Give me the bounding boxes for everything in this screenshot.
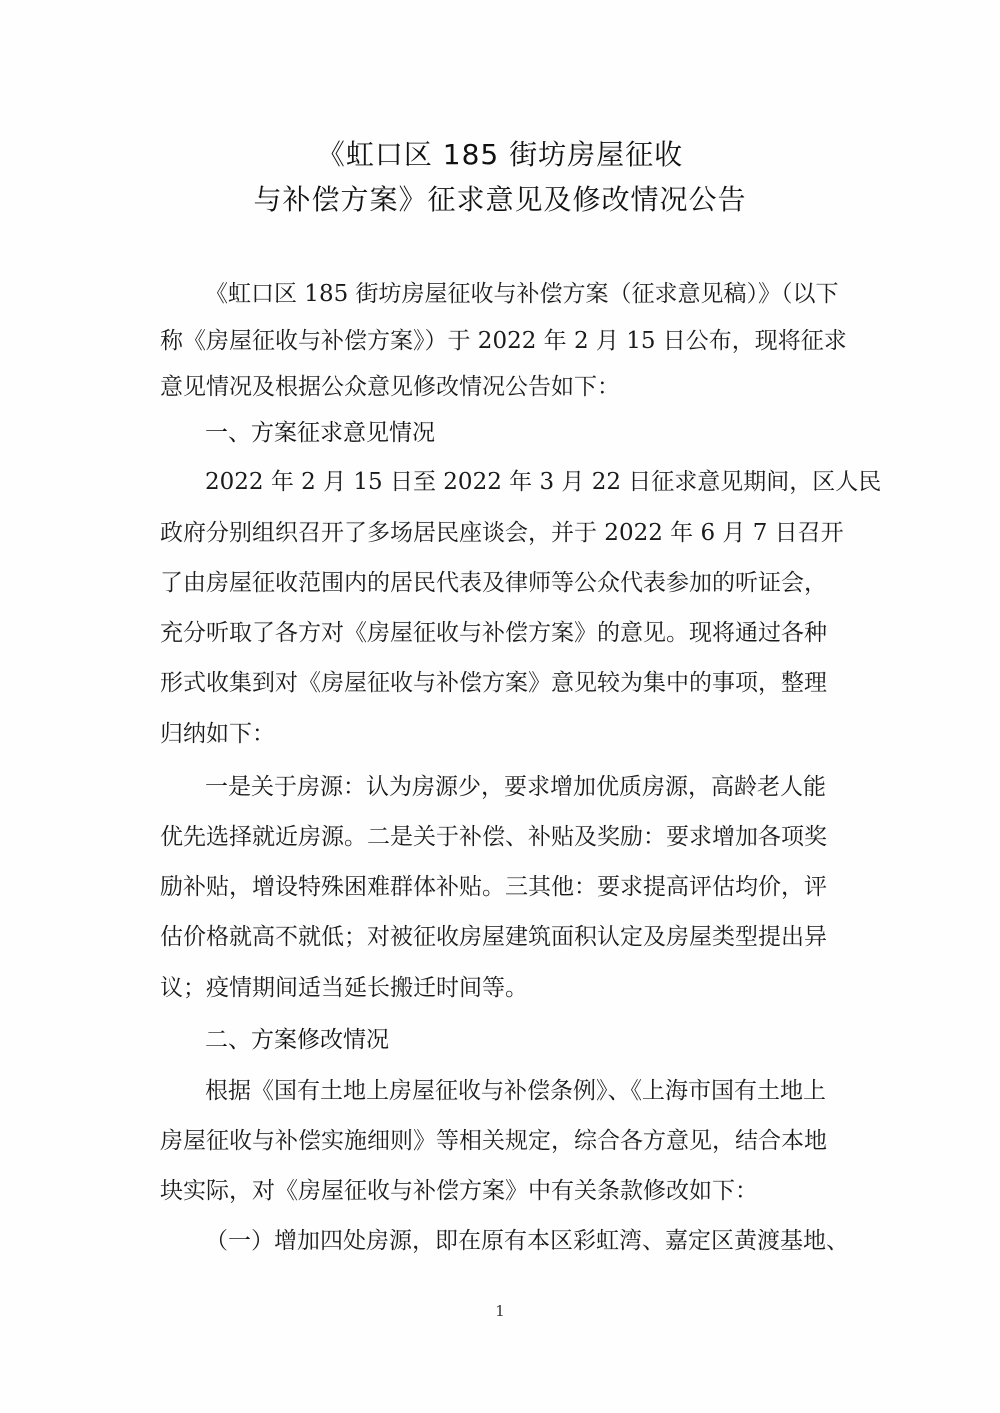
intro-line-2: 称《房屋征收与补偿方案》）于 2022 年 2 月 15 日公布，现将征求 [160,328,847,354]
section-2-para-2-line-1: （一）增加四处房源，即在原有本区彩虹湾、嘉定区黄渡基地、 [205,1228,849,1254]
section-1-heading: 一、方案征求意见情况 [205,420,435,446]
section-1-para-1-line-1: 2022 年 2 月 15 日至 2022 年 3 月 22 日征求意见期间，区人民 [205,469,882,495]
intro-line-3: 意见情况及根据公众意见修改情况公告如下： [160,374,620,400]
document-title-line-1: 《虹口区 185 街坊房屋征收 [316,138,684,171]
document-title-line-2: 与补偿方案》征求意见及修改情况公告 [253,183,747,216]
section-1-para-2-line-2: 优先选择就近房源。二是关于补偿、补贴及奖励：要求增加各项奖 [160,824,827,850]
section-1-para-2-line-5: 议；疫情期间适当延长搬迁时间等。 [160,975,528,1001]
section-1-para-1-line-2: 政府分别组织召开了多场居民座谈会，并于 2022 年 6 月 7 日召开 [160,520,844,546]
page-number: 1 [495,1302,505,1320]
section-1-para-2-line-1: 一是关于房源：认为房源少，要求增加优质房源，高龄老人能 [205,774,826,800]
section-1-para-1-line-4: 充分听取了各方对《房屋征收与补偿方案》的意见。现将通过各种 [160,620,827,646]
section-2-para-1-line-2: 房屋征收与补偿实施细则》等相关规定，综合各方意见，结合本地 [160,1128,827,1154]
section-1-para-1-line-3: 了由房屋征收范围内的居民代表及律师等公众代表参加的听证会， [160,570,827,596]
section-2-heading: 二、方案修改情况 [205,1027,389,1053]
section-2-para-1-line-3: 块实际，对《房屋征收与补偿方案》中有关条款修改如下： [160,1178,758,1204]
section-1-para-2-line-3: 励补贴，增设特殊困难群体补贴。三其他：要求提高评估均价，评 [160,874,827,900]
section-1-para-1-line-5: 形式收集到对《房屋征收与补偿方案》意见较为集中的事项，整理 [160,670,827,696]
section-2-para-1-line-1: 根据《国有土地上房屋征收与补偿条例》、《上海市国有土地上 [205,1078,826,1104]
section-1-para-2-line-4: 估价格就高不就低；对被征收房屋建筑面积认定及房屋类型提出异 [160,924,827,950]
section-1-para-1-line-6: 归纳如下： [160,721,275,747]
intro-line-1: 《虹口区 185 街坊房屋征收与补偿方案（征求意见稿）》（以下 [205,281,839,307]
